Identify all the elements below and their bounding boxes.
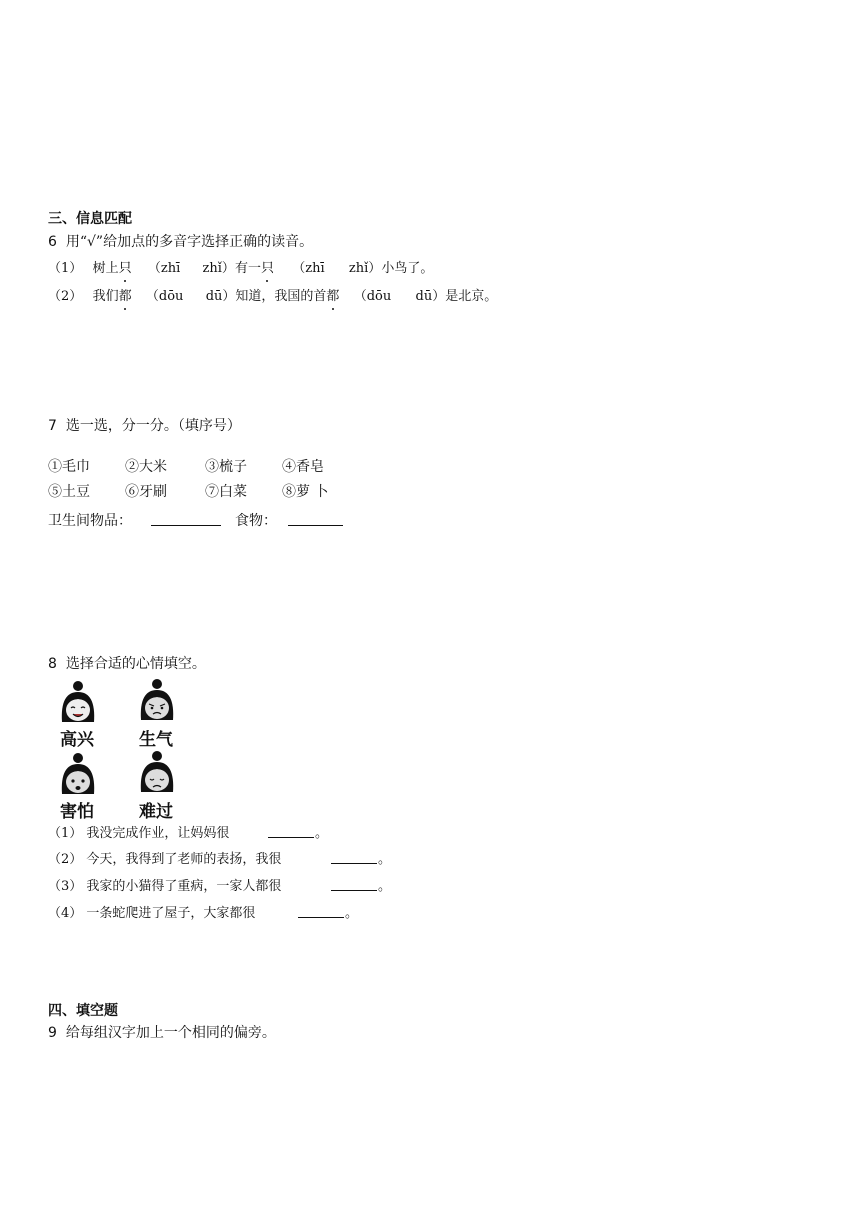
pinyin-option[interactable]: zhǐ） [202, 261, 235, 276]
option: ⑥牙刷 [125, 484, 167, 500]
item-text: 树上 [92, 261, 119, 276]
item-end: 。 [315, 826, 329, 841]
section-title: 四、填空题 [48, 1003, 118, 1019]
pinyin-option[interactable]: （zhī [147, 261, 181, 276]
question-8-item-2 [48, 848, 281, 867]
item-text: 我家的小猫得了重病，一家人都很 [86, 879, 282, 894]
question-text: 用“√”给加点的多音字选择正确的读音。 [65, 234, 314, 250]
question-6-item-1 [48, 257, 433, 276]
item-index: （4） [48, 906, 83, 921]
option: ①毛巾 [48, 459, 90, 475]
face-label: 高兴 [60, 730, 94, 750]
pinyin-option[interactable]: zhǐ） [348, 261, 382, 276]
dotted-char: 只 [119, 257, 132, 276]
item-text: 知道，我国的首 [235, 289, 327, 304]
item-index: （2） [48, 289, 83, 304]
question-number: 9 [48, 1025, 57, 1041]
item-index: （1） [48, 826, 83, 841]
question-number: 6 [48, 234, 57, 250]
answer-blank[interactable] [268, 823, 314, 838]
angry-face-icon [137, 678, 177, 724]
option: ③梳子 [205, 459, 247, 475]
answer-line-bathroom [48, 510, 132, 530]
item-text: 今天，我得到了老师的表扬，我很 [86, 852, 282, 867]
option: ⑧萝 卜 [282, 484, 329, 500]
item-text: 小鸟了。 [381, 261, 434, 276]
question-7-stem [48, 415, 241, 435]
dotted-char: 都 [119, 285, 132, 304]
scared-face-icon [58, 752, 98, 798]
question-text: 给每组汉字加上一个相同的偏旁。 [65, 1025, 276, 1041]
question-9-stem [48, 1022, 276, 1042]
option: ④香皂 [282, 459, 324, 475]
dotted-char: 只 [261, 257, 274, 276]
dotted-char: 都 [326, 285, 339, 304]
happy-face-icon [58, 680, 98, 726]
item-text: 一条蛇爬进了屋子，大家都很 [86, 906, 256, 921]
question-number: 8 [48, 656, 57, 672]
question-8-stem [48, 653, 206, 673]
item-end: 。 [378, 879, 392, 894]
item-text: 是北京。 [445, 289, 498, 304]
face-label: 害怕 [60, 802, 94, 822]
pinyin-option[interactable]: （dōu [353, 289, 392, 304]
question-number: 7 [48, 418, 57, 434]
answer-label: 卫生间物品： [48, 513, 132, 529]
option: ②大米 [125, 459, 167, 475]
item-index: （2） [48, 852, 83, 867]
question-8-item-1 [48, 822, 229, 841]
pinyin-option[interactable]: dū） [415, 289, 446, 304]
answer-blank-food[interactable] [288, 511, 343, 526]
question-6-stem [48, 231, 313, 251]
item-text: 我没完成作业，让妈妈很 [86, 826, 230, 841]
answer-blank[interactable] [331, 876, 377, 891]
pinyin-option[interactable]: dū） [205, 289, 236, 304]
sad-face-icon [137, 750, 177, 796]
section-title: 三、信息匹配 [48, 211, 132, 227]
item-end: 。 [345, 906, 359, 921]
face-label: 难过 [139, 802, 173, 822]
question-text: 选择合适的心情填空。 [65, 656, 206, 672]
item-end: 。 [378, 852, 392, 867]
item-index: （3） [48, 879, 83, 894]
answer-blank[interactable] [331, 849, 377, 864]
pinyin-option[interactable]: （zhī [292, 261, 325, 276]
answer-label: 食物： [235, 513, 277, 529]
item-index: （1） [48, 261, 83, 276]
answer-blank[interactable] [298, 903, 344, 918]
option: ⑤土豆 [48, 484, 90, 500]
question-6-item-2 [48, 285, 497, 304]
question-8-item-3 [48, 875, 281, 894]
pinyin-option[interactable]: （dōu [145, 289, 184, 304]
item-text: 我们 [92, 289, 119, 304]
answer-blank-bathroom[interactable] [151, 511, 221, 526]
question-8-item-4 [48, 902, 255, 921]
question-text: 选一选，分一分。（填序号） [65, 418, 241, 434]
option: ⑦白菜 [205, 484, 247, 500]
item-text: 有一 [234, 261, 261, 276]
face-label: 生气 [139, 730, 173, 750]
